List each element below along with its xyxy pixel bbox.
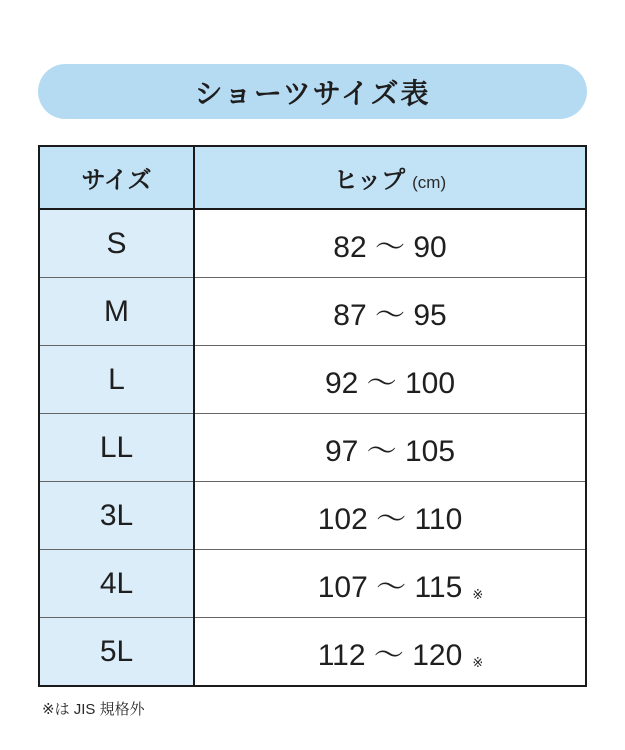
hip-cell: [194, 209, 586, 278]
hip-range: 102 〜 110: [317, 502, 463, 536]
jis-footnote: ※は JIS 規格外: [42, 701, 145, 718]
hip-cell: [194, 482, 586, 550]
jis-mark: ※: [472, 586, 484, 602]
table-row: [39, 482, 586, 550]
hip-column-header-label: ヒップ: [333, 167, 406, 194]
table-row: [39, 414, 586, 482]
size-table: [38, 145, 587, 687]
hip-unit-label: (cm): [412, 173, 447, 192]
size-cell: 4L: [39, 550, 194, 618]
table-row: [39, 278, 586, 346]
hip-range: 82 〜 90: [333, 230, 447, 264]
size-cell: 5L: [39, 618, 194, 687]
table-row: [39, 550, 586, 618]
size-cell: S: [39, 209, 194, 278]
hip-range: 112 〜 120: [317, 638, 463, 672]
hip-cell: [194, 618, 586, 687]
table-header-row: [39, 146, 586, 209]
table-row: [39, 618, 586, 687]
size-cell: 3L: [39, 482, 194, 550]
size-column-header-label: サイズ: [81, 167, 152, 194]
table-row: [39, 346, 586, 414]
size-cell: M: [39, 278, 194, 346]
hip-column-header: [194, 146, 586, 209]
hip-range: 87 〜 95: [333, 298, 447, 332]
size-cell: LL: [39, 414, 194, 482]
hip-range: 107 〜 115: [317, 570, 463, 604]
page-title: ショーツサイズ表: [194, 77, 431, 109]
hip-cell: [194, 414, 586, 482]
page-title-pill: [38, 64, 587, 119]
jis-mark: ※: [472, 654, 484, 670]
table-row: [39, 209, 586, 278]
size-cell: L: [39, 346, 194, 414]
hip-range: 92 〜 100: [324, 366, 456, 400]
hip-range: 97 〜 105: [324, 434, 456, 468]
hip-cell: [194, 278, 586, 346]
size-column-header: [39, 146, 194, 209]
hip-cell: [194, 346, 586, 414]
hip-cell: [194, 550, 586, 618]
